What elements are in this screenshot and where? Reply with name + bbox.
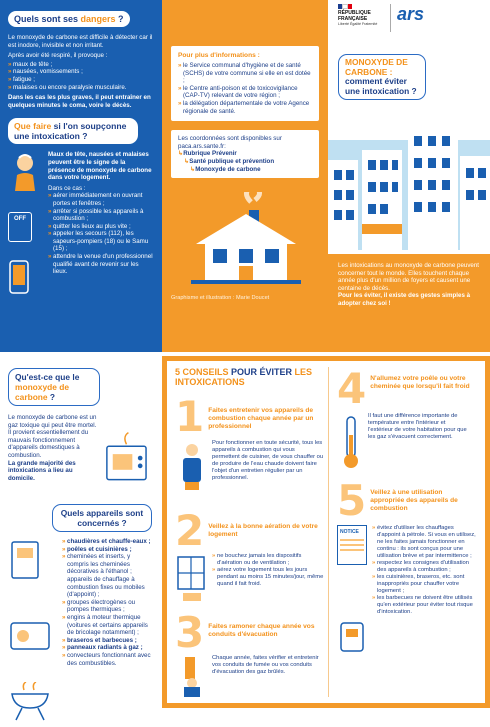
chimney-sweep-icon	[175, 655, 209, 697]
list-item: » le Service communal d'hygiène et de santé (SCHS) de votre commune si elle en est dotée ;	[178, 62, 312, 85]
tip-desc: Chaque année, faites vérifier et entretenir vos conduits de fumée ou vos conduits d'évacuation des gaz brûlés.	[212, 655, 319, 675]
list-item: » maux de tête ;	[8, 61, 154, 69]
co-definition-bold: La grande majorité des intoxications a lieu au domicile.	[8, 459, 76, 482]
tip-title: Veillez à la bonne aération de votre logement	[208, 523, 318, 538]
info-box	[171, 46, 319, 121]
panel-info	[162, 0, 328, 352]
info-list	[178, 62, 312, 115]
cover-body-box	[328, 254, 490, 352]
buildings-illustration	[328, 120, 490, 250]
logos	[328, 0, 490, 36]
headache-person-icon	[8, 151, 42, 191]
panel-what-is-co	[0, 356, 160, 708]
co-definition: Le monoxyde de carbone est un gaz toxique qui peut être mortel. Il provient essentiellement du mauvais fonctionnement d'appareils domestiques à combustion.	[8, 414, 97, 459]
tip-title: Veillez à une utilisation appropriée des appareils de combustion	[370, 489, 458, 512]
rubric-1: ↳Rubrique Prévenir	[178, 150, 237, 158]
tip-desc: Pour fonctionner en toute sécurité, tous les appareils à combustion qui vous permettent de cuisiner, de vous chauffer ou de produire de l'eau chaude doivent faire l'objet d'un entretien régulier par un professionnel.	[212, 440, 324, 481]
panel-dangers	[0, 0, 162, 352]
cover-body-bold: Pour les éviter, il existe des gestes simples à adopter chez soi !	[338, 292, 471, 307]
signs-text: Maux de tête, nausées et malaises peuvent être le signe de la présence de monoxyde de carbone dans votre logement.	[48, 151, 152, 182]
rubric-2: ↳Santé publique et prévention	[184, 157, 275, 165]
oil-heater-icon	[337, 615, 367, 655]
what-is-co-heading: Qu'est-ce que le monoxyde de carbone ?	[8, 368, 100, 406]
tip-number: 1	[175, 392, 205, 441]
technician-icon	[175, 440, 209, 490]
devices-list	[62, 538, 152, 727]
tip-list	[372, 525, 477, 660]
list-item: » chaudières et chauffe-eaux ;	[62, 538, 152, 546]
tip-title: Faites ramoner chaque année vos conduits d'évacuation	[208, 623, 315, 638]
thermometer-icon	[337, 413, 365, 473]
tip-list	[212, 553, 324, 603]
stove-icon	[101, 430, 152, 490]
tip-desc: Il faut une différence importante de température entre l'intérieur et l'extérieur de votre habitation pour que les gaz s'évacuent correctement.	[368, 413, 467, 440]
list-item: » engins à moteur thermique (voitures et certains appareils de bricolage notamment) ;	[62, 614, 152, 637]
devices-heading: Quels appareils sont concernés ?	[52, 504, 152, 532]
list-item: » attendre la venue d'un professionnel qualifié avant de revenir sur les lieux.	[48, 253, 154, 276]
tip-4	[337, 364, 477, 473]
tip-number: 4	[337, 364, 367, 413]
list-item: » respectez les consignes d'utilisation des appareils à combustion ;	[372, 560, 477, 574]
actions-list	[48, 192, 154, 276]
list-item: » nausées, vomissements ;	[8, 68, 154, 76]
generator-icon	[8, 615, 54, 655]
ars-logo: ars	[397, 4, 425, 24]
list-item: » braseros et barbecues ;	[62, 637, 152, 645]
house-illustration	[191, 192, 301, 287]
list-item: » convecteurs fonctionnant avec des combustibles.	[62, 652, 152, 667]
list-item: » les cuisinières, braseros, etc. sont inappropriés pour chauffer votre logement ;	[372, 574, 477, 595]
tip-1	[175, 392, 325, 490]
republique-francaise-logo: RÉPUBLIQUE FRANÇAISE Liberté Égalité Fraternité	[338, 4, 384, 26]
list-item: » la délégation départementale de votre Agence régionale de santé.	[178, 100, 312, 115]
tip-3	[175, 608, 325, 697]
tip-title: N'allumez votre poêle ou votre cheminée que lorsqu'il fait froid	[370, 375, 470, 390]
tips-title: 5 CONSEILS POUR ÉVITER LES INTOXICATIONS	[175, 367, 313, 387]
heater-icon	[8, 538, 48, 582]
cover-body: Les intoxications au monoxyde de carbone peuvent concerner tout le monde. Elles touchent chaque année plus d'un million de foyers et causent une centaine de décès.	[338, 262, 480, 292]
dangers-severe: Dans les cas les plus graves, il peut entraîner en quelques minutes le coma, voire le décès.	[8, 94, 151, 109]
panel-five-tips	[162, 356, 490, 708]
tip-number: 3	[175, 608, 205, 657]
dangers-heading: Quels sont ses dangers ?	[8, 11, 130, 27]
tip-number: 2	[175, 506, 205, 555]
dangers-intro: Le monoxyde de carbone est difficile à détecter car il est inodore, invisible et non irritant.	[8, 34, 153, 49]
tip-title: Faites entretenir vos appareils de combustion chaque année par un professionnel	[208, 407, 314, 430]
notice-icon: NOTICE	[337, 525, 367, 565]
rubric-3: ↳Monoxyde de carbone	[190, 165, 261, 173]
list-item: » le Centre anti-poison et de toxicovigilance (CAP-TV) relevant de votre région ;	[178, 85, 312, 100]
coords-text: Les coordonnées sont disponibles sur paca.ars.sante.fr:	[178, 135, 282, 150]
list-item: » aérez votre logement tous les jours pendant au moins 15 minutes/jour, même quand il fait froid.	[212, 567, 324, 588]
list-item: » groupes électrogènes ou pompes thermiques ;	[62, 599, 152, 614]
list-item: » malaises ou encore paralysie musculaire.	[8, 84, 154, 92]
symptoms-list	[8, 61, 154, 91]
list-item: » arrêter si possible les appareils à combustion ;	[48, 208, 154, 223]
dangers-after: Après avoir été respiré, il provoque :	[8, 52, 108, 60]
cover-title: MONOXYDE DE CARBONE : comment éviter une intoxication ?	[338, 54, 426, 100]
panel-cover	[328, 0, 490, 352]
tip-2	[175, 506, 325, 603]
credit-text: Graphisme et illustration : Marie Doucet	[171, 295, 270, 302]
tip-number: 5	[337, 476, 367, 525]
list-item: » aérer immédiatement en ouvrant portes et fenêtres ;	[48, 192, 154, 207]
list-item: » appeler les secours (112), les sapeurs-pompiers (18) ou le Samu (15) ;	[48, 230, 154, 253]
case-text: Dans ce cas :	[48, 184, 86, 192]
off-switch: OFF	[8, 212, 32, 242]
list-item: » quitter les lieux au plus vite ;	[48, 223, 154, 231]
list-item: » poêles et cuisinières ;	[62, 546, 152, 554]
what-to-do-heading: Que faire si l'on soupçonne une intoxication ?	[8, 118, 138, 144]
coords-box	[171, 130, 319, 178]
phone-icon	[8, 260, 30, 294]
list-item: » fatigue ;	[8, 76, 154, 84]
info-title: Pour plus d'informations :	[178, 52, 260, 59]
list-item: » cheminées et inserts, y compris les cheminées décoratives à l'éthanol ; appareils de chauffage à combustion fixes ou mobiles (d'appoint) ;	[62, 553, 152, 599]
list-item: » les barbecues ne doivent être utilisés qu'en extérieur pour éviter tout risque d'intoxication.	[372, 595, 477, 616]
window-icon	[175, 553, 209, 603]
list-item: » évitez d'utiliser les chauffages d'appoint à pétrole. Si vous en utilisez, ne les faites jamais fonctionner en continu : ils sont conçus pour une utilisation brève et par intermittence ;	[372, 525, 477, 560]
list-item: » ne bouchez jamais les dispositifs d'aération ou de ventilation ;	[212, 553, 324, 567]
list-item: » panneaux radiants à gaz ;	[62, 644, 152, 652]
tip-5	[337, 476, 477, 660]
barbecue-icon	[8, 682, 52, 722]
